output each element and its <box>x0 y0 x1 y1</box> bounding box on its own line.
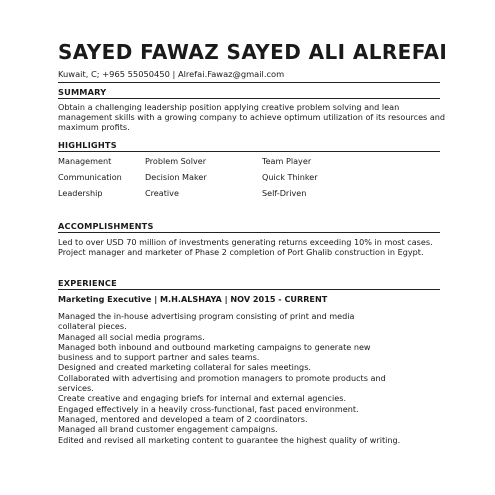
highlights-heading: HIGHLIGHTS <box>58 140 117 150</box>
job-title: Marketing Executive | M.H.ALSHAYA | NOV 2015 - CURRENT <box>58 294 328 304</box>
highlight-item: Quick Thinker <box>262 172 318 182</box>
duty-item: Designed and created marketing collateral for sales meetings. <box>58 362 311 373</box>
duty-item: Create creative and engaging briefs for internal and external agencies. <box>58 393 347 404</box>
duty-item: Edited and revised all marketing content to guarantee the highest quality of writing. <box>58 434 401 445</box>
accomplishment-item: Led to over USD 70 million of investments generating returns exceeding 10% in most cases. <box>58 237 433 247</box>
divider <box>58 289 440 290</box>
duty-item: Engaged effectively in a heavily cross-functional, fast paced environment. <box>58 403 359 414</box>
highlight-item: Creative <box>145 188 179 198</box>
contact-info: Kuwait, C; +965 55050450 | Alrefai.Fawaz@gmail.com <box>58 69 285 79</box>
duty-item: Managed all brand customer engagement campaigns. <box>58 424 278 435</box>
duty-item: Managed the in-house advertising program consisting of print and media collateral pieces. <box>58 311 355 332</box>
divider <box>58 151 440 152</box>
summary-text: Obtain a challenging leadership position applying creative problem solving and lean management skills with a growing company to achieve optimum utilization of its resources and maximum profits. <box>58 102 446 133</box>
divider <box>58 82 440 83</box>
accomplishments-heading: ACCOMPLISHMENTS <box>58 221 154 231</box>
experience-heading: EXPERIENCE <box>58 278 117 288</box>
highlight-item: Management <box>58 156 112 166</box>
divider <box>58 232 440 233</box>
summary-heading: SUMMARY <box>58 87 107 97</box>
duty-list <box>58 311 401 445</box>
highlight-item: Leadership <box>58 188 103 198</box>
highlight-item: Self-Driven <box>262 188 307 198</box>
highlight-item: Decision Maker <box>145 172 207 182</box>
highlight-item: Problem Solver <box>145 156 207 166</box>
candidate-name: SAYED FAWAZ SAYED ALI ALREFAI <box>58 40 448 64</box>
duty-item: Managed, mentored and developed a team of 2 coordinators. <box>58 413 308 424</box>
duty-item: Managed both inbound and outbound marketing campaigns to generate new business and to support partner and sales teams. <box>58 341 371 363</box>
duty-item: Managed all social media programs. <box>58 331 205 342</box>
highlight-item: Communication <box>58 172 122 182</box>
accomplishment-item: Project manager and marketer of Phase 2 completion of Port Ghalib construction in Egypt. <box>58 247 424 257</box>
divider <box>58 98 440 99</box>
highlight-item: Team Player <box>262 156 312 166</box>
duty-item: Collaborated with advertising and promotion managers to promote products and services. <box>58 372 386 394</box>
